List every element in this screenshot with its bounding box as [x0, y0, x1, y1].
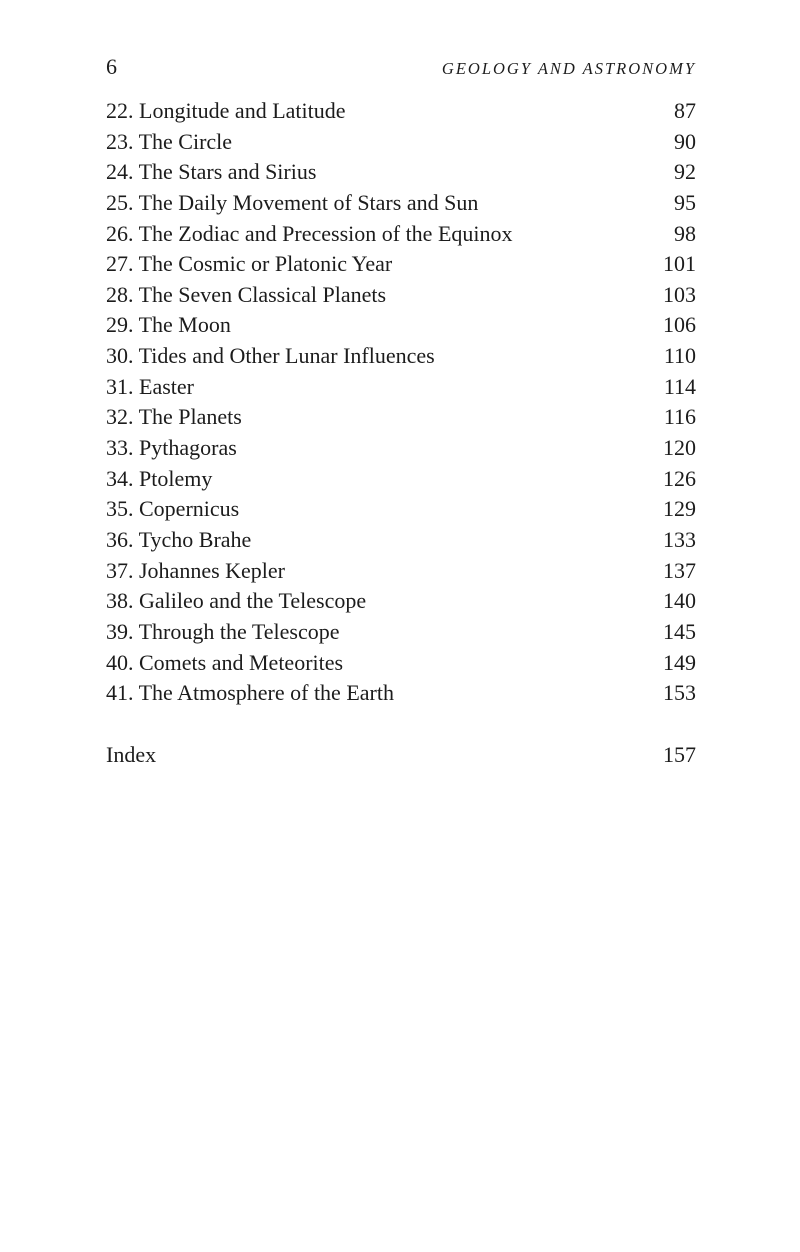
toc-entry[interactable]	[106, 648, 696, 679]
running-head: GEOLOGY AND ASTRONOMY	[441, 59, 696, 78]
toc-entry-page: 110	[663, 343, 696, 369]
toc-entry[interactable]	[106, 433, 696, 464]
toc-entry-page: 90	[674, 128, 696, 154]
table-of-contents	[106, 96, 696, 709]
toc-entry[interactable]	[106, 617, 696, 648]
toc-entry-title: 41. The Atmosphere of the Earth	[106, 680, 394, 706]
toc-entry-title: 37. Johannes Kepler	[106, 557, 286, 583]
toc-entry[interactable]	[106, 249, 696, 280]
toc-entry[interactable]	[106, 341, 696, 372]
toc-entry[interactable]	[106, 586, 696, 617]
toc-entry-title: 39. Through the Telescope	[106, 618, 340, 644]
toc-entry[interactable]	[106, 188, 696, 219]
toc-entry-page: 106	[663, 312, 696, 338]
toc-entry-page: 98	[674, 220, 696, 246]
toc-entry[interactable]	[106, 127, 696, 158]
toc-entry-title: 22. Longitude and Latitude	[106, 98, 346, 123]
toc-entry-page: 133	[663, 526, 696, 552]
toc-entry-page: 103	[663, 281, 696, 307]
toc-entry-title: 24. The Stars and Sirius	[106, 159, 317, 185]
toc-entry-title: 29. The Moon	[106, 312, 231, 338]
toc-entry-title: 33. Pythagoras	[106, 435, 237, 461]
toc-entry-title: 25. The Daily Movement of Stars and Sun	[106, 189, 479, 215]
page-header	[106, 54, 696, 82]
toc-entry-page: 120	[663, 435, 696, 461]
toc-entry-page: 126	[663, 465, 696, 491]
toc-entry-title: 26. The Zodiac and Precession of the Equinox	[106, 220, 513, 246]
toc-entry-title: 32. The Planets	[106, 404, 242, 430]
toc-entry-page: 149	[663, 649, 696, 675]
toc-entry-title: 34. Ptolemy	[106, 465, 213, 491]
toc-entry[interactable]	[106, 494, 696, 525]
toc-entry-page: 114	[663, 373, 696, 399]
toc-entry[interactable]	[106, 464, 696, 495]
toc-index-entry[interactable]	[106, 740, 696, 770]
toc-entry[interactable]	[106, 310, 696, 341]
toc-entry[interactable]	[106, 96, 696, 127]
toc-entry-title: 30. Tides and Other Lunar Influences	[106, 343, 435, 369]
toc-entry-page: 87	[674, 98, 696, 123]
toc-entry-title: 38. Galileo and the Telescope	[106, 588, 367, 614]
toc-entry-page: 95	[674, 189, 696, 215]
toc-entry-title: 35. Copernicus	[106, 496, 240, 522]
toc-entry-page: 101	[663, 251, 696, 277]
toc-entry-page: 153	[663, 680, 696, 706]
toc-entry-page: 129	[663, 496, 696, 522]
toc-entry[interactable]	[106, 402, 696, 433]
toc-entry-title: 27. The Cosmic or Platonic Year	[106, 251, 393, 277]
toc-index-page: 157	[663, 742, 696, 767]
toc-entry[interactable]	[106, 556, 696, 587]
toc-entry-page: 92	[674, 159, 696, 185]
toc-entry-page: 140	[663, 588, 696, 614]
toc-index-title: Index	[106, 742, 157, 767]
toc-entry[interactable]	[106, 372, 696, 403]
toc-entry-page: 145	[663, 618, 696, 644]
toc-entry-title: 23. The Circle	[106, 128, 233, 154]
toc-entry[interactable]	[106, 280, 696, 311]
page-number: 6	[106, 54, 117, 79]
toc-entry-title: 31. Easter	[106, 373, 194, 399]
toc-entry[interactable]	[106, 678, 696, 709]
toc-entry-title: 40. Comets and Meteorites	[106, 649, 344, 675]
toc-entry[interactable]	[106, 525, 696, 556]
toc-entry-page: 137	[663, 557, 696, 583]
toc-entry-page: 116	[663, 404, 696, 430]
toc-entry-title: 36. Tycho Brahe	[106, 526, 252, 552]
toc-entry[interactable]	[106, 157, 696, 188]
toc-entry[interactable]	[106, 219, 696, 250]
toc-entry-title: 28. The Seven Classical Planets	[106, 281, 387, 307]
